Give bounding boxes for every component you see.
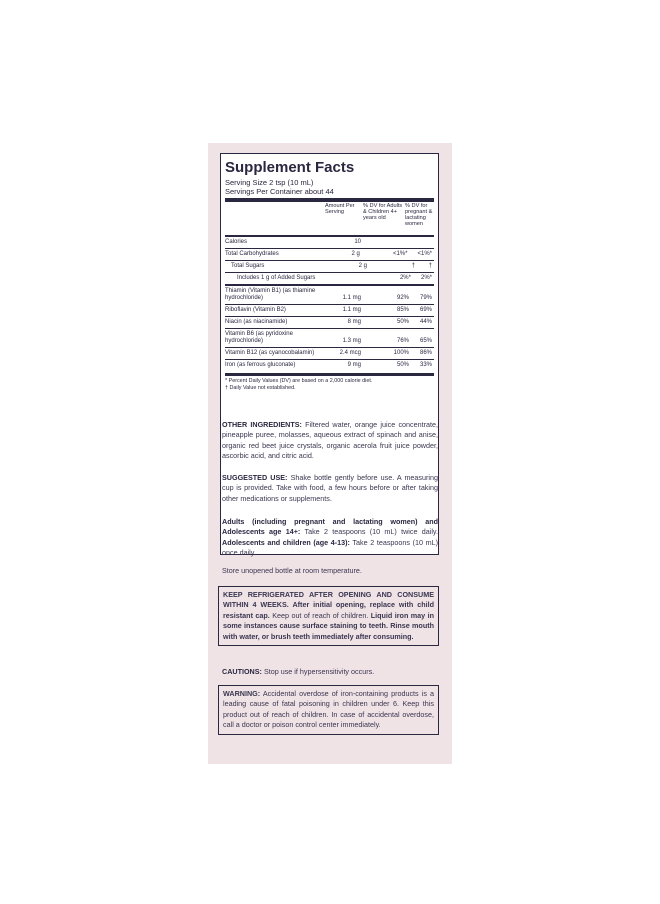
warning-label: WARNING: [223,689,261,698]
header-dv-pregnant: % DV for pregnant & lactating women [405,203,433,227]
cautions-label: CAUTIONS: [222,667,262,676]
suggested-use-text: Shake bottle gently before use. A measuring cup is provided. Take with food, a few hours before or after taking other medications or supplements. [222,473,438,503]
other-ingredients-label: OTHER INGREDIENTS: [222,420,302,429]
facts-row: Iron (as ferrous gluconate) 9 mg 50% 33% [225,362,432,368]
facts-row: Vitamin B12 (as cyanocobalamin) 2.4 mcg 100% 86% [225,350,432,356]
header-dv-children: % DV for Adults & Children 4+ years old [363,203,403,221]
facts-row: Includes 1 g of Added Sugars 2%* 2%* [237,275,432,281]
facts-row: Thiamin (Vitamin B1) (as thiamine hydrochloride) 1.1 mg 92% 79% [225,288,432,301]
other-ingredients [222,420,438,462]
facts-row: Niacin (as niacinamide) 8 mg 50% 44% [225,319,432,325]
serving-size: Serving Size 2 tsp (10 mL) [225,178,314,187]
refrigerate-bold: KEEP REFRIGERATED AFTER OPENING AND CONSUME WITHIN 4 WEEKS. After initial opening, replace with child resistant cap. [223,590,434,620]
facts-row: Riboflavin (Vitamin B2) 1.1 mg 85% 69% [225,307,432,313]
servings-per-container: Servings Per Container about 44 [225,187,334,196]
adults-text: Take 2 teaspoons (10 mL) twice daily. [304,527,438,537]
staining-bold: Liquid iron may in some instances cause surface staining to teeth. Rinse mouth with water, or brush teeth immediately after consuming. [223,610,434,641]
warning-text: Accidental overdose of iron-containing products is a leading cause of fatal poisoning in children under 6. Keep this product out of reach of children. In case of accidental overdose, call a doctor or poison control center immediately. [223,689,434,730]
facts-row: Vitamin B6 (as pyridoxine hydrochloride) 1.3 mg 76% 65% [225,331,432,344]
suggested-use [222,473,438,504]
other-ingredients-text: Filtered water, orange juice concentrate, pineapple puree, molasses, aqueous extract of spinach and anise, organic red beet juice crystals, organic acerola fruit juice powder, ascorbic acid, and citric acid. [222,420,438,461]
cautions [222,667,438,677]
dosage-directions [222,517,438,559]
suggested-use-label: SUGGESTED USE: [222,473,288,482]
facts-title: Supplement Facts [225,159,355,176]
children-label: Adolescents and children (age 4-13): [222,537,350,547]
facts-row: Total Sugars 2 g † † [231,263,432,269]
refrigerate-box [218,586,439,646]
footnote-dagger: † Daily Value not established. [225,385,296,391]
facts-header-row [225,202,434,235]
cautions-text: Stop use if hypersensitivity occurs. [263,667,375,676]
facts-row: Calories 10 [225,239,361,245]
children-text: Take 2 teaspoons (10 mL) once daily. [222,537,438,558]
facts-row: Total Carbohydrates 2 g <1%* <1%* [225,251,432,257]
footnote-dv: * Percent Daily Values (DV) are based on a 2,000 calorie diet. [225,378,373,384]
header-amount: Amount Per Serving [325,203,355,215]
storage-note: Store unopened bottle at room temperature. [222,566,362,575]
adults-label: Adults (including pregnant and lactating women) and Adolescents age 14+: [222,517,438,537]
label-panel [208,143,452,764]
warning-box [218,685,439,735]
keep-out-text: Keep out of reach of children. [272,610,369,620]
